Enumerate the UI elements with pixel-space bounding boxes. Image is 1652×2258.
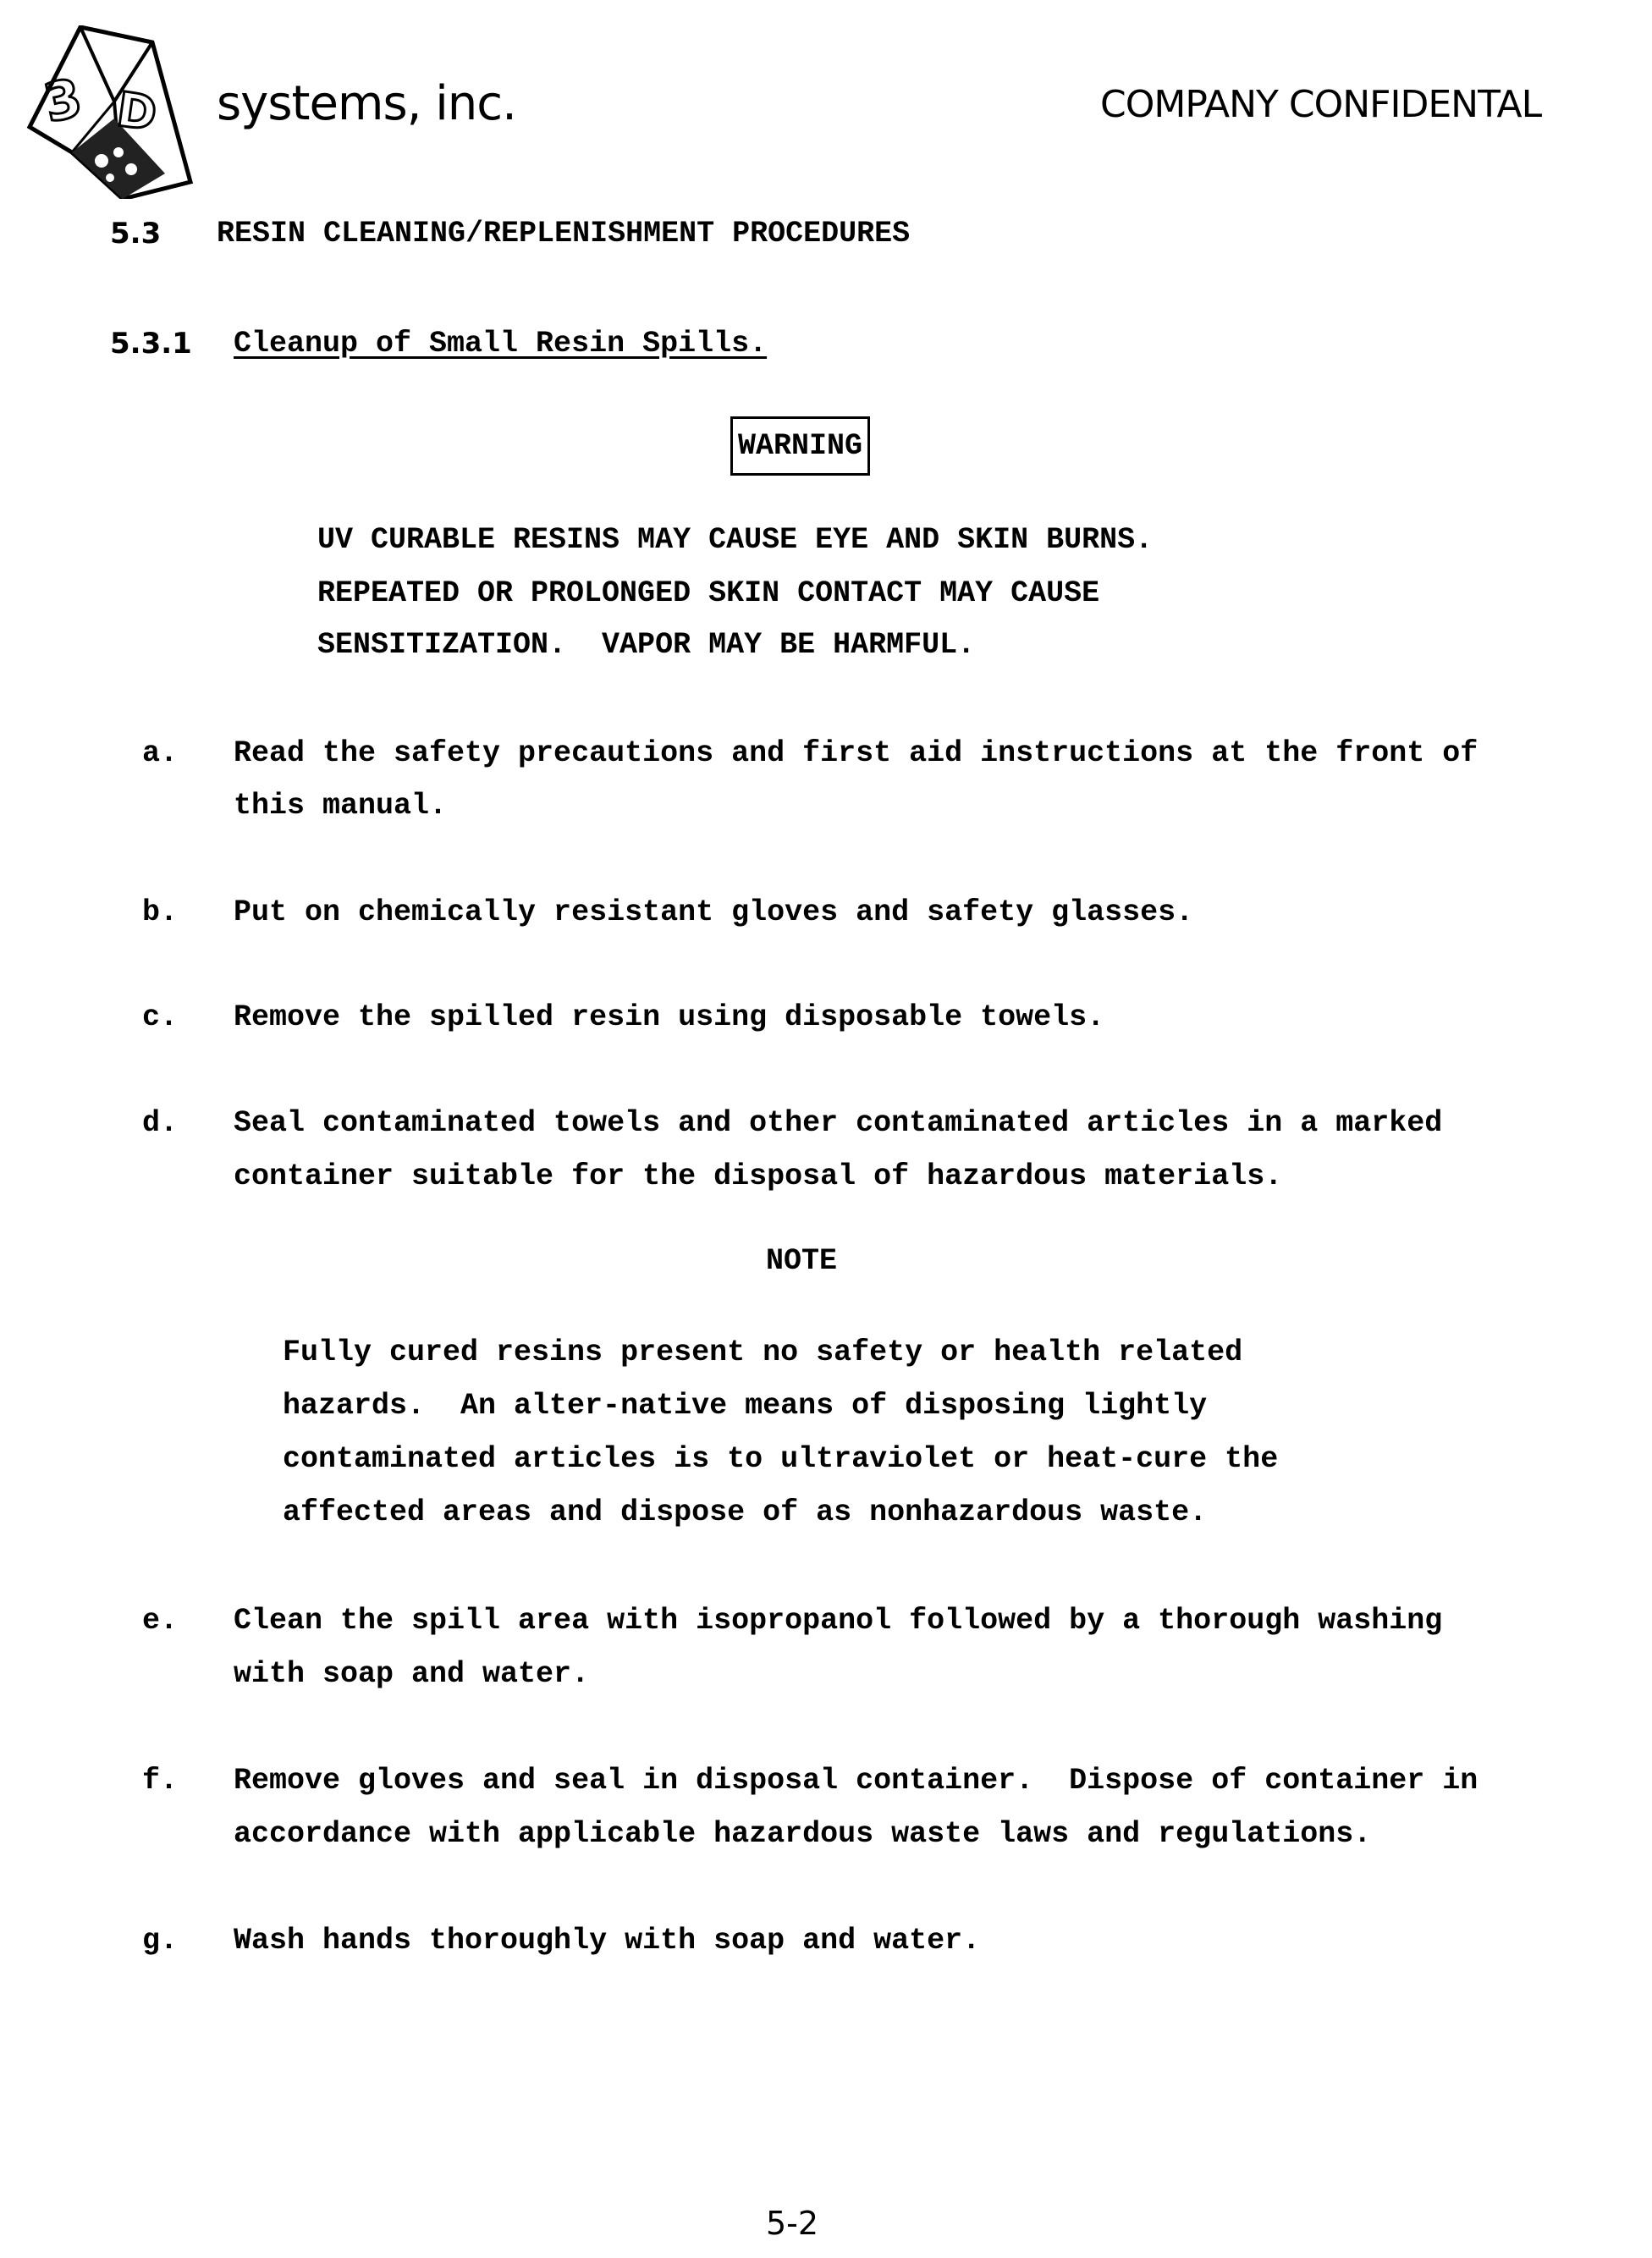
step-text: this manual. xyxy=(234,789,447,823)
step-text: with soap and water. xyxy=(234,1657,589,1691)
warning-label: WARNING xyxy=(730,416,870,476)
step-text: Remove gloves and seal in disposal container. Dispose of container in xyxy=(234,1764,1478,1798)
company-name: systems, inc. xyxy=(217,76,516,131)
subsection-title: Cleanup of Small Resin Spills. xyxy=(234,327,767,361)
step-letter: a. xyxy=(142,736,178,770)
step-text: container suitable for the disposal of hazardous materials. xyxy=(234,1159,1282,1193)
note-label: NOTE xyxy=(766,1244,837,1278)
warning-line: UV CURABLE RESINS MAY CAUSE EYE AND SKIN BURNS. xyxy=(317,523,1153,557)
warning-line: SENSITIZATION. VAPOR MAY BE HARMFUL. xyxy=(317,628,975,662)
note-line: affected areas and dispose of as nonhazardous waste. xyxy=(283,1495,1207,1529)
step-text: Remove the spilled resin using disposable towels. xyxy=(234,1000,1104,1034)
step-text: accordance with applicable hazardous waste laws and regulations. xyxy=(234,1817,1371,1851)
step-letter: d. xyxy=(142,1106,178,1140)
note-line: contaminated articles is to ultraviolet or heat-cure the xyxy=(283,1442,1278,1476)
page-number: 5-2 xyxy=(766,2205,818,2242)
note-line: Fully cured resins present no safety or health related xyxy=(283,1336,1242,1369)
note-line: hazards. An alter-native means of disposing lightly xyxy=(283,1389,1207,1423)
section-number: 5.3 xyxy=(110,217,161,251)
step-letter: e. xyxy=(142,1604,178,1638)
step-text: Clean the spill area with isopropanol followed by a thorough washing xyxy=(234,1604,1442,1638)
section-title: RESIN CLEANING/REPLENISHMENT PROCEDURES xyxy=(217,217,910,251)
step-letter: b. xyxy=(142,895,178,929)
subsection-number: 5.3.1 xyxy=(110,327,192,361)
step-text: Wash hands thoroughly with soap and water. xyxy=(234,1924,980,1958)
svg-text:D: D xyxy=(113,82,160,142)
step-letter: f. xyxy=(142,1764,178,1798)
step-text: Read the safety precautions and first aid instructions at the front of xyxy=(234,736,1478,770)
step-text: Seal contaminated towels and other contaminated articles in a marked xyxy=(234,1106,1442,1140)
svg-text:3: 3 xyxy=(39,66,87,134)
warning-line: REPEATED OR PROLONGED SKIN CONTACT MAY CAUSE xyxy=(317,576,1099,610)
step-letter: c. xyxy=(142,1000,178,1034)
company-logo xyxy=(21,25,216,199)
step-text: Put on chemically resistant gloves and safety glasses. xyxy=(234,895,1193,929)
step-letter: g. xyxy=(142,1924,178,1958)
confidential-label: COMPANY CONFIDENTAL xyxy=(1100,83,1541,126)
